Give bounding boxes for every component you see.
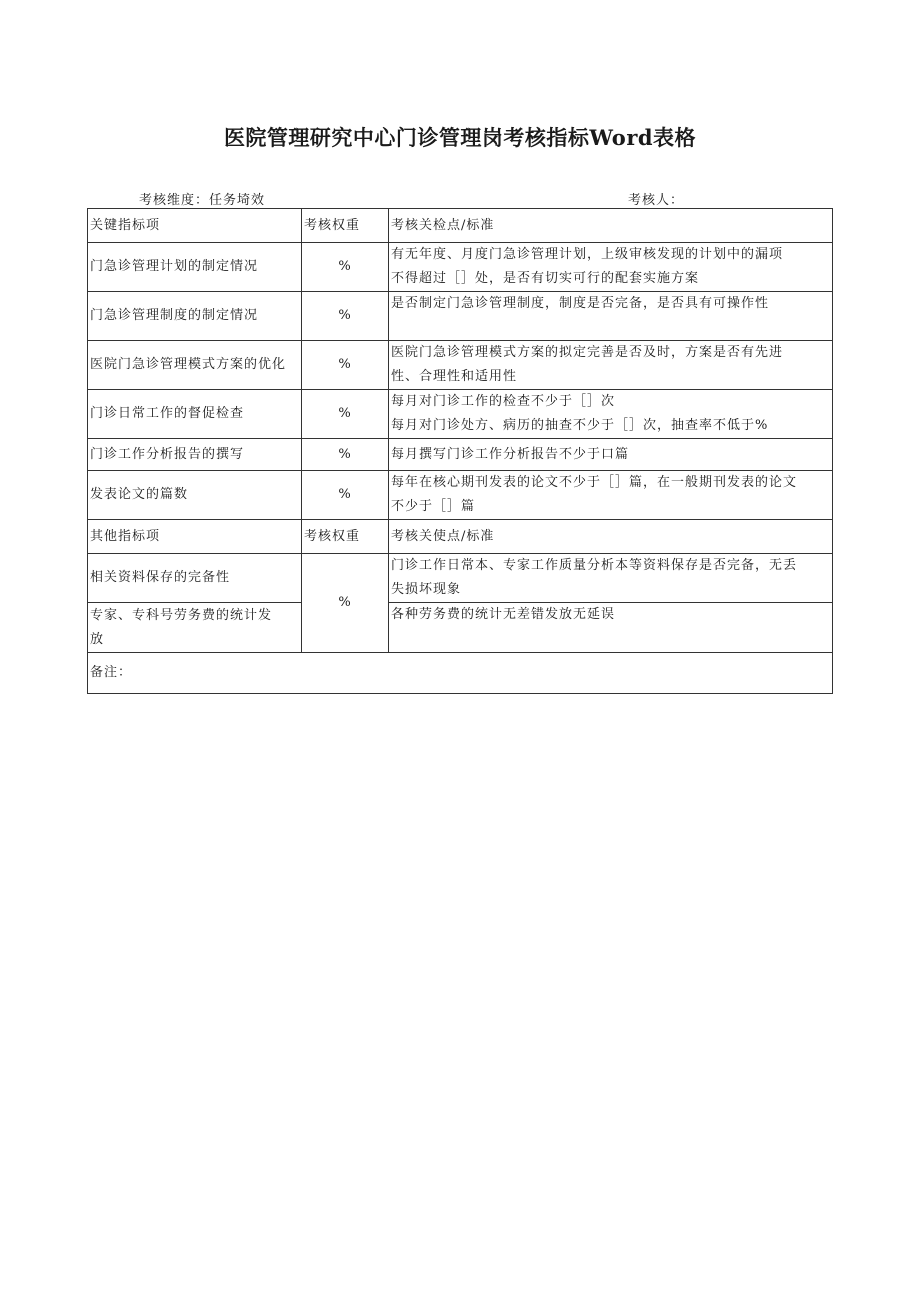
criteria-line: 每月对门诊工作的检查不少于［］次 (391, 394, 616, 409)
assessment-table (87, 208, 833, 694)
indicator-weight: % (302, 439, 389, 471)
header-item: 关键指标项 (88, 209, 302, 243)
criteria-line: 性、合理性和适用性 (391, 369, 518, 384)
indicator-item (88, 554, 302, 603)
indicator-item: 门急诊管理制度的制定情况 (88, 292, 302, 341)
table-row (88, 243, 833, 292)
header-item: 其他指标项 (88, 520, 302, 554)
table-row (88, 439, 833, 471)
table-header-row (88, 520, 833, 554)
indicator-weight: % (302, 554, 389, 653)
indicator-criteria (389, 390, 833, 439)
criteria-line: 每年在核心期刊发表的论文不少于［］篇，在一般期刊发表的论文 (391, 475, 798, 490)
indicator-criteria (389, 603, 833, 653)
indicator-criteria (389, 292, 833, 341)
header-weight: 考核权重 (302, 520, 389, 554)
indicator-criteria (389, 439, 833, 471)
indicator-item (88, 341, 302, 390)
assessor-label: 考核人： (628, 193, 685, 208)
table-header-row (88, 209, 833, 243)
page-title: 医院管理研究中心门诊管理岗考核指标Word表格 (223, 125, 697, 150)
criteria-line: 每月撰写门诊工作分析报告不少于口篇 (391, 446, 630, 462)
indicator-item-text: 相关资料保存的完备性 (90, 570, 231, 585)
indicator-item (88, 603, 302, 653)
indicator-weight: % (302, 341, 389, 390)
indicator-item-text: 放 (90, 631, 105, 647)
indicator-weight: % (302, 471, 389, 520)
indicator-item: 门急诊管理计划的制定情况 (88, 243, 302, 292)
header-weight: 考核权重 (302, 209, 389, 243)
indicator-item: 门诊日常工作的督促检查 (88, 390, 302, 439)
table-row (88, 292, 833, 341)
criteria-line: 是否制定门急诊管理制度，制度是否完备，是否具有可操作性 (391, 296, 770, 311)
criteria-line: 各种劳务费的统计无差错发放无延误 (391, 607, 616, 622)
criteria-line: 门诊工作日常本、专家工作质量分析本等资料保存是否完备，无丢 (391, 558, 798, 573)
indicator-weight: % (302, 292, 389, 341)
table-row (88, 603, 833, 653)
indicator-item: 发表论文的篇数 (88, 471, 302, 520)
header-criteria: 考核关检点/标准 (389, 209, 833, 243)
assessment-dimension: 考核维度：任务埼效 (139, 193, 266, 208)
table-row (88, 390, 833, 439)
indicator-weight: % (302, 390, 389, 439)
criteria-line: 不得超过［］处，是否有切实可行的配套实施方案 (391, 271, 700, 286)
table-row (88, 471, 833, 520)
table-row (88, 341, 833, 390)
table-row (88, 554, 833, 603)
indicator-criteria (389, 471, 833, 520)
indicator-criteria (389, 554, 833, 603)
criteria-line: 医院门急诊管理模式方案的拟定完善是否及时，方案是否有先进 (391, 345, 784, 360)
criteria-line: 不少于［］篇 (391, 499, 476, 514)
indicator-item: 门诊工作分析报告的撰写 (88, 439, 302, 471)
remarks-cell: 备注： (88, 653, 833, 694)
indicator-weight: % (302, 243, 389, 292)
criteria-line: 每月对门诊处方、病历的抽查不少于［］次，抽查率不低于% (391, 418, 769, 433)
indicator-item-text: 专家、专科号劳务费的统计发 (90, 607, 273, 623)
indicator-item-text: 医院门急诊管理模式方案的优化 (90, 357, 287, 372)
indicator-criteria (389, 341, 833, 390)
criteria-line: 失损坏现象 (391, 582, 462, 597)
header-criteria: 考核关使点/标准 (389, 520, 833, 554)
indicator-criteria (389, 243, 833, 292)
criteria-line: 有无年度、月度门急诊管理计划，上级审核发现的计划中的漏项 (391, 247, 784, 262)
remarks-row (88, 653, 833, 694)
